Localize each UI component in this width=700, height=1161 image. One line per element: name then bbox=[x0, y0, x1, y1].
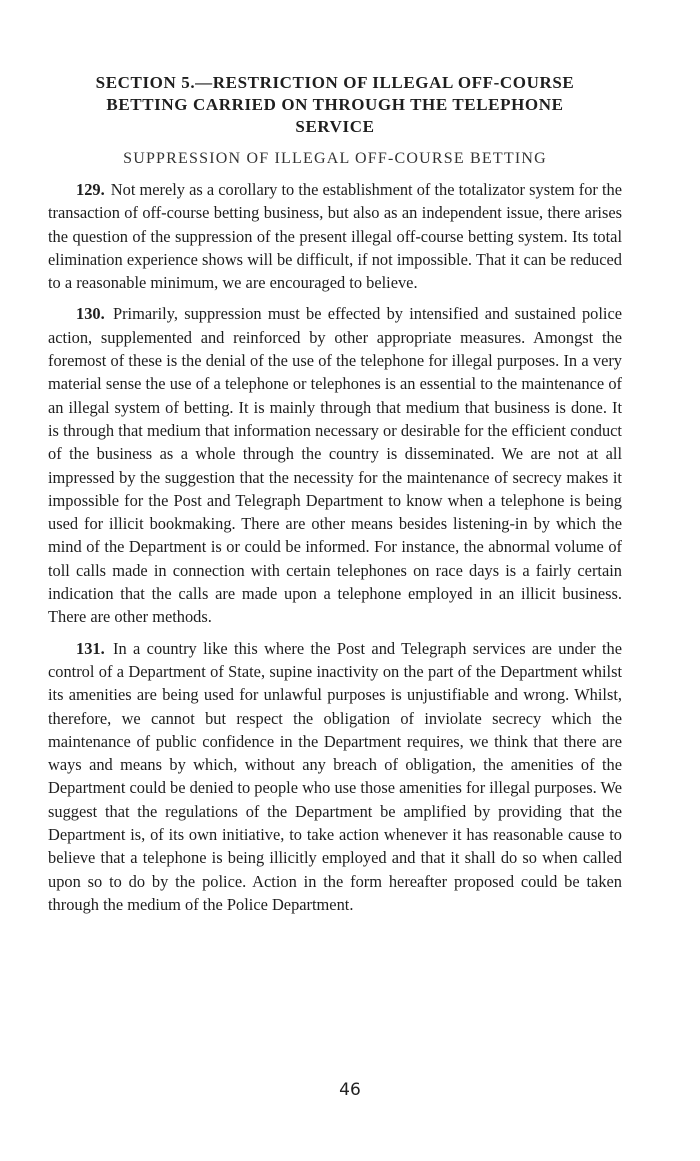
paragraph-number: 130. bbox=[76, 304, 105, 324]
paragraph-number: 129. bbox=[76, 180, 105, 199]
paragraph-text: In a country like this where the Post and Telegraph services are under the control of a Department of State, supine inactivity on the part of the Department whilst its amenities are being used for unlawful purposes is unjustifiable and wrong. Whilst, therefore, we cannot but respect the obligation of inviolate secrecy which the maintenance of public confidence in the Department requires, we think that there are ways and means by which, without any breach of obligation, the amenities of the Department could be denied to people who use those amenities for illegal purposes. We suggest that the regulations of the Department be amplified by providing that the Department is, of its own initiative, to take action whenever it has reasonable cause to believe that a telephone is being illicitly employed and that it shall do so when called upon so to do by the police. Action in the form hereafter proposed could be taken through the medium of the Police Department. bbox=[48, 638, 622, 914]
paragraph-129 bbox=[48, 178, 622, 294]
paragraph-number: 131. bbox=[76, 638, 105, 658]
section-title bbox=[48, 72, 622, 138]
section-title-line-1: SECTION 5.—RESTRICTION OF ILLEGAL OFF-COURSE bbox=[95, 73, 575, 92]
page-number: 46 bbox=[339, 1080, 361, 1100]
paragraph-130 bbox=[48, 302, 622, 628]
section-title-line-2: BETTING CARRIED ON THROUGH THE TELEPHONE bbox=[106, 95, 564, 114]
paragraph-text: Not merely as a corollary to the establishment of the totalizator system for the transaction of off-course betting business, but also as an independent issue, there arises the question of the suppression of the present illegal off-course betting system. Its total elimination experience shows will be difficult, if not impossible. That it can be reduced to a reasonable minimum, we are encouraged to believe. bbox=[48, 180, 622, 293]
section-title-line-3: SERVICE bbox=[295, 117, 375, 136]
document-page bbox=[48, 72, 622, 924]
paragraph-text: Primarily, suppression must be effected by intensified and sustained police action, supplemented and reinforced by other appropriate measures. Amongst the foremost of these is the denial of the use of the telephone for illegal purposes. In a very material sense the use of a telephone or telephones is an essential to the maintenance of an illegal system of betting. It is mainly through that medium that business is done. It is through that medium that information necessary or desirable for the efficient conduct of the business as a whole through the country is disseminated. We are not at all impressed by the suggestion that the necessity for the maintenance of secrecy makes it impossible for the Post and Telegraph Department to know when a telephone is being used for illicit bookmaking. There are other means besides listening-in by which the mind of the Department is or could be informed. For instance, the abnormal volume of toll calls made in connection with certain telephones on race days is a fairly certain indication that the calls are made upon a telephone employed in an illicit business. There are other methods. bbox=[48, 304, 622, 627]
subheading: SUPPRESSION OF ILLEGAL OFF-COURSE BETTING bbox=[123, 150, 547, 167]
paragraph-131 bbox=[48, 637, 622, 917]
